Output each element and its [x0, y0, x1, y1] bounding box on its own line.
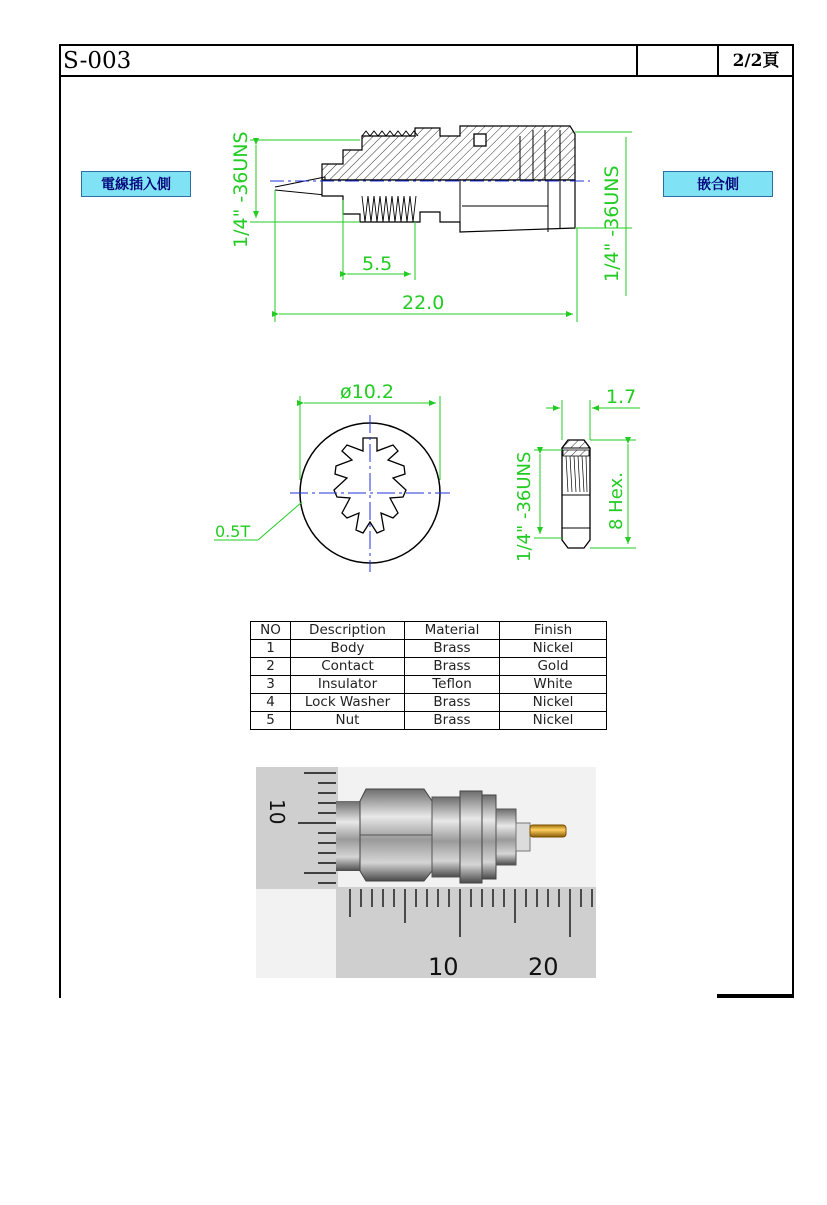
- right-thread-label: 1/4" -36UNS: [601, 165, 623, 282]
- washer-thickness-label: 0.5T: [215, 522, 251, 541]
- vertical-ruler: [256, 767, 338, 889]
- ruler-label-20: 20: [528, 953, 559, 978]
- cell-material: Brass: [405, 712, 500, 730]
- right-thread-dimension: [575, 132, 632, 296]
- cell-material: Brass: [405, 694, 500, 712]
- nut-side-view: [562, 440, 590, 548]
- header-finish: Finish: [500, 622, 607, 640]
- vertical-ruler-label: 10: [265, 799, 289, 825]
- mating-side-label: 嵌合側: [663, 171, 773, 197]
- nut-hex-label: 8 Hex.: [606, 472, 627, 530]
- cell-description: Insulator: [291, 676, 405, 694]
- left-thread-label: 1/4" -36UNS: [230, 131, 252, 248]
- table-row: [251, 712, 607, 730]
- nut-hex-dimension: [590, 440, 636, 548]
- ruler-label-10: 10: [428, 953, 459, 978]
- header-material: Material: [405, 622, 500, 640]
- page-number: 2/2頁: [732, 51, 780, 71]
- cell-finish: Nickel: [500, 640, 607, 658]
- cell-finish: Nickel: [500, 694, 607, 712]
- cell-no: 2: [251, 658, 291, 676]
- parts-table: [250, 621, 607, 730]
- cell-description: Contact: [291, 658, 405, 676]
- wire-insertion-side-label: 電線插入側: [81, 171, 191, 197]
- short-length-label: 5.5: [362, 253, 393, 275]
- washer-diameter-label: ø10.2: [340, 381, 394, 403]
- cell-description: Lock Washer: [291, 694, 405, 712]
- nut-thickness-label: 1.7: [606, 386, 637, 408]
- connector-section-view: [270, 126, 590, 232]
- cell-no: 3: [251, 676, 291, 694]
- cell-no: 1: [251, 640, 291, 658]
- drawing-number: S-003: [63, 48, 132, 74]
- cell-description: Nut: [291, 712, 405, 730]
- nut-thread-dimension: [514, 450, 562, 562]
- header-description: Description: [291, 622, 405, 640]
- product-photo: [256, 767, 596, 978]
- cell-finish: White: [500, 676, 607, 694]
- table-row: [251, 658, 607, 676]
- cell-description: Body: [291, 640, 405, 658]
- lock-washer-view: [290, 415, 450, 572]
- cell-finish: Gold: [500, 658, 607, 676]
- cell-finish: Nickel: [500, 712, 607, 730]
- nut-thread-label: 1/4" -36UNS: [514, 451, 535, 562]
- cell-material: Teflon: [405, 676, 500, 694]
- cell-material: Brass: [405, 658, 500, 676]
- nut-thickness-dimension: [546, 386, 640, 440]
- cell-no: 5: [251, 712, 291, 730]
- washer-thickness-leader: [214, 502, 302, 541]
- table-row: [251, 676, 607, 694]
- table-header-row: [251, 622, 607, 640]
- cell-material: Brass: [405, 640, 500, 658]
- table-row: [251, 694, 607, 712]
- header-no: NO: [251, 622, 291, 640]
- cell-no: 4: [251, 694, 291, 712]
- table-row: [251, 640, 607, 658]
- total-length-label: 22.0: [402, 292, 445, 314]
